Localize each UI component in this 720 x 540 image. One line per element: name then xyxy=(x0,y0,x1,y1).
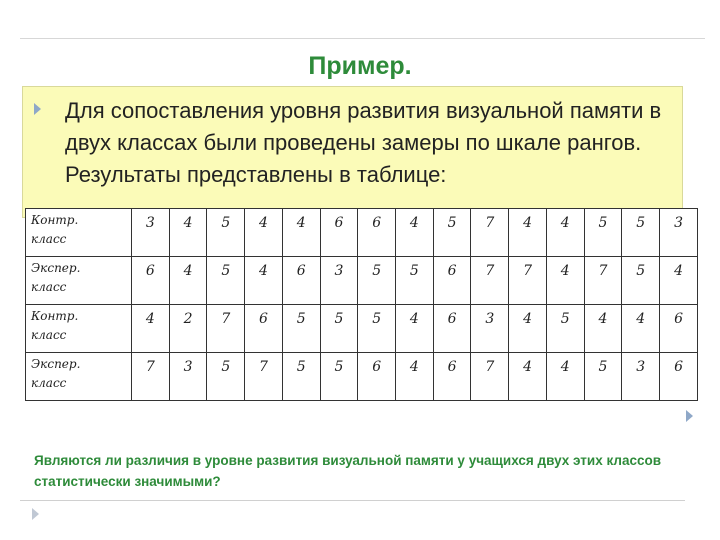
table-cell: 5 xyxy=(320,353,358,401)
table-cell: 6 xyxy=(320,209,358,257)
table-cell: 5 xyxy=(282,305,320,353)
table-row xyxy=(26,305,698,353)
table-cell: 2 xyxy=(169,305,207,353)
row-label-line1: Экспер. xyxy=(31,261,81,275)
table-cell: 3 xyxy=(471,305,509,353)
table-cell: 5 xyxy=(358,305,396,353)
table-cell: 6 xyxy=(660,353,698,401)
bottom-divider xyxy=(20,500,685,501)
bullet-triangle-icon xyxy=(34,103,41,115)
table-cell: 5 xyxy=(396,257,434,305)
table-cell: 6 xyxy=(660,305,698,353)
table-cell: 5 xyxy=(433,209,471,257)
table-cell: 7 xyxy=(471,353,509,401)
table-cell: 6 xyxy=(358,353,396,401)
table-cell: 5 xyxy=(622,209,660,257)
table-cell: 6 xyxy=(282,257,320,305)
table-row xyxy=(26,209,698,257)
table-cell: 7 xyxy=(245,353,283,401)
table-cell: 4 xyxy=(245,257,283,305)
table-cell: 6 xyxy=(433,257,471,305)
row-label-line1: Контр. xyxy=(31,213,79,227)
table-cell: 4 xyxy=(660,257,698,305)
table-cell: 3 xyxy=(320,257,358,305)
table-cell: 3 xyxy=(660,209,698,257)
row-label xyxy=(26,257,132,305)
table-cell: 7 xyxy=(471,209,509,257)
table-cell: 4 xyxy=(396,305,434,353)
table-cell: 4 xyxy=(396,353,434,401)
table-cell: 4 xyxy=(546,209,584,257)
table-cell: 4 xyxy=(546,257,584,305)
text-box xyxy=(22,86,683,218)
question-text: Являются ли различия в уровне развития визуальной памяти у учащихся двух этих классов статистически значимыми? xyxy=(34,453,662,489)
table-cell: 6 xyxy=(358,209,396,257)
table-cell: 4 xyxy=(282,209,320,257)
table-cell: 5 xyxy=(584,209,622,257)
table-cell: 5 xyxy=(546,305,584,353)
table-cell: 5 xyxy=(282,353,320,401)
table-cell: 7 xyxy=(207,305,245,353)
table-cell: 6 xyxy=(132,257,170,305)
table-cell: 4 xyxy=(509,209,547,257)
table-cell: 5 xyxy=(622,257,660,305)
table-row xyxy=(26,257,698,305)
row-label xyxy=(26,209,132,257)
row-label-line2: класс xyxy=(31,280,67,294)
table-cell: 4 xyxy=(622,305,660,353)
table-cell: 4 xyxy=(509,353,547,401)
table-cell: 5 xyxy=(207,209,245,257)
row-label-line2: класс xyxy=(31,232,67,246)
results-table xyxy=(25,208,698,401)
row-label xyxy=(26,305,132,353)
table-cell: 5 xyxy=(584,353,622,401)
table-row xyxy=(26,353,698,401)
table-cell: 7 xyxy=(509,257,547,305)
row-label-line2: класс xyxy=(31,328,67,342)
table-cell: 3 xyxy=(132,209,170,257)
table-cell: 4 xyxy=(132,305,170,353)
row-label-line2: класс xyxy=(31,376,67,390)
table-cell: 3 xyxy=(169,353,207,401)
table-cell: 5 xyxy=(207,257,245,305)
table-cell: 4 xyxy=(169,257,207,305)
table-cell: 3 xyxy=(622,353,660,401)
row-label-line1: Контр. xyxy=(31,309,79,323)
table-cell: 4 xyxy=(169,209,207,257)
table-cell: 5 xyxy=(207,353,245,401)
table-cell: 6 xyxy=(433,305,471,353)
table-cell: 5 xyxy=(358,257,396,305)
table-cell: 7 xyxy=(132,353,170,401)
table-cell: 7 xyxy=(471,257,509,305)
row-label xyxy=(26,353,132,401)
prev-slide-arrow-icon[interactable] xyxy=(32,508,39,520)
table-cell: 6 xyxy=(245,305,283,353)
table-cell: 4 xyxy=(509,305,547,353)
table-cell: 4 xyxy=(546,353,584,401)
table-cell: 4 xyxy=(245,209,283,257)
table-cell: 4 xyxy=(396,209,434,257)
table-cell: 6 xyxy=(433,353,471,401)
table-cell: 4 xyxy=(584,305,622,353)
table-cell: 7 xyxy=(584,257,622,305)
top-divider xyxy=(20,38,705,39)
slide-title: Пример. xyxy=(308,52,412,80)
next-slide-arrow-icon[interactable] xyxy=(686,410,693,422)
row-label-line1: Экспер. xyxy=(31,357,81,371)
bullet-text: Для сопоставления уровня развития визуальной памяти в двух классах были проведены замеры по шкале рангов. Результаты представлены в таблице: xyxy=(65,98,662,187)
table-cell: 5 xyxy=(320,305,358,353)
